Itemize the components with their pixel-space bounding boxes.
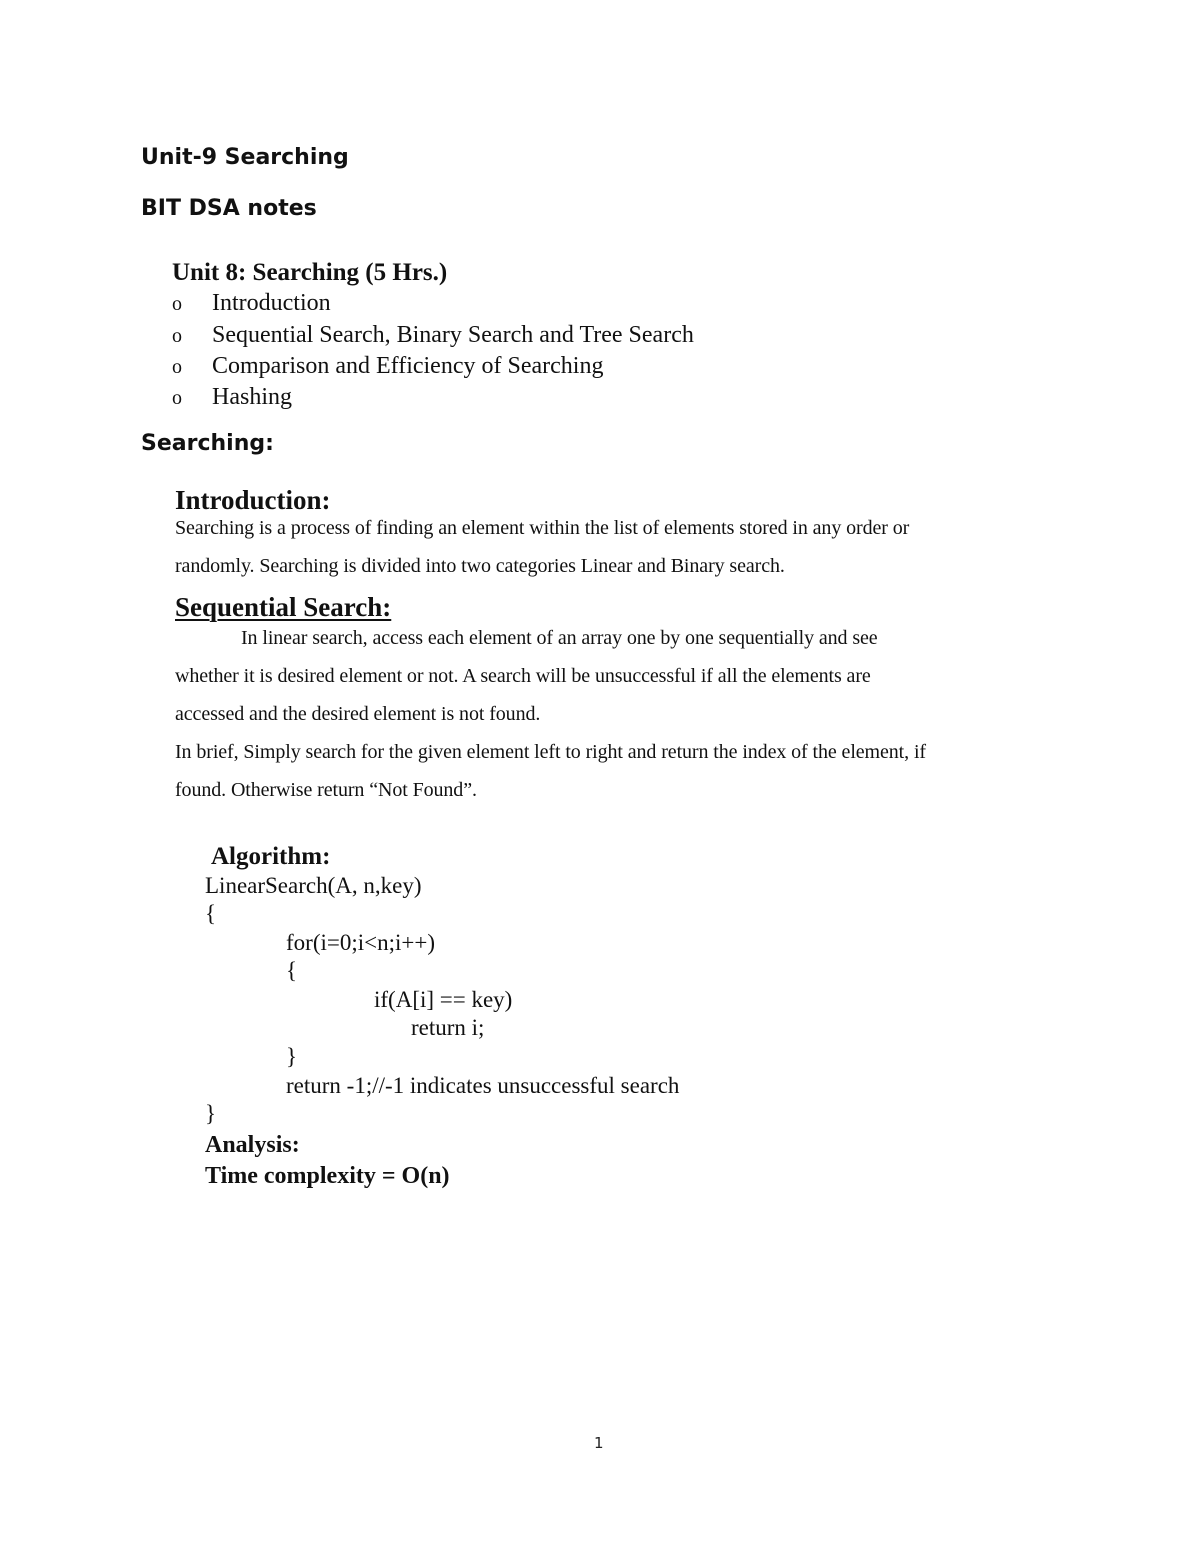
searching-heading: Searching: — [141, 431, 274, 456]
sequential-search-line: In brief, Simply search for the given element left to right and return the index of the element, if — [175, 741, 926, 763]
bullet-marker: o — [172, 325, 182, 347]
algorithm-line: { — [286, 958, 298, 983]
algorithm-line: for(i=0;i<n;i++) — [286, 930, 435, 955]
bullet-marker: o — [172, 356, 182, 378]
syllabus-item — [172, 322, 694, 349]
syllabus-item — [172, 384, 292, 411]
syllabus-item-label: Hashing — [212, 384, 292, 410]
algorithm-line: } — [205, 1101, 217, 1126]
sequential-search-heading: Sequential Search: — [175, 592, 392, 622]
introduction-heading: Introduction: — [175, 485, 331, 515]
syllabus-item-label: Comparison and Efficiency of Searching — [212, 353, 604, 379]
algorithm-line: { — [205, 901, 217, 926]
bullet-marker: o — [172, 387, 182, 409]
page-number: 1 — [594, 1434, 604, 1452]
introduction-line: Searching is a process of finding an element within the list of elements stored in any order or — [175, 517, 910, 539]
analysis-label: Analysis: — [205, 1132, 300, 1158]
algorithm-line: return -1;//-1 indicates unsuccessful search — [286, 1073, 680, 1098]
syllabus-item-label: Sequential Search, Binary Search and Tree Search — [212, 322, 694, 348]
algorithm-line: return i; — [411, 1015, 485, 1040]
syllabus-item-label: Introduction — [212, 290, 331, 316]
syllabus-item — [172, 353, 603, 380]
algorithm-line: LinearSearch(A, n,key) — [205, 873, 422, 898]
sequential-search-line: In linear search, access each element of an array one by one sequentially and see — [241, 627, 878, 649]
time-complexity: Time complexity = O(n) — [205, 1163, 450, 1189]
algorithm-heading: Algorithm: — [211, 843, 331, 870]
introduction-line: randomly. Searching is divided into two categories Linear and Binary search. — [175, 555, 785, 577]
syllabus-title: Unit 8: Searching (5 Hrs.) — [172, 259, 448, 286]
algorithm-line: if(A[i] == key) — [374, 987, 513, 1012]
bullet-marker: o — [172, 293, 182, 315]
syllabus-item — [172, 290, 331, 317]
sequential-search-line: found. Otherwise return “Not Found”. — [175, 779, 477, 801]
algorithm-line: } — [286, 1044, 298, 1069]
document-subtitle: BIT DSA notes — [141, 196, 317, 221]
sequential-search-line: accessed and the desired element is not found. — [175, 703, 541, 725]
document-title: Unit-9 Searching — [141, 145, 349, 170]
sequential-search-line: whether it is desired element or not. A search will be unsuccessful if all the elements are — [175, 665, 871, 687]
